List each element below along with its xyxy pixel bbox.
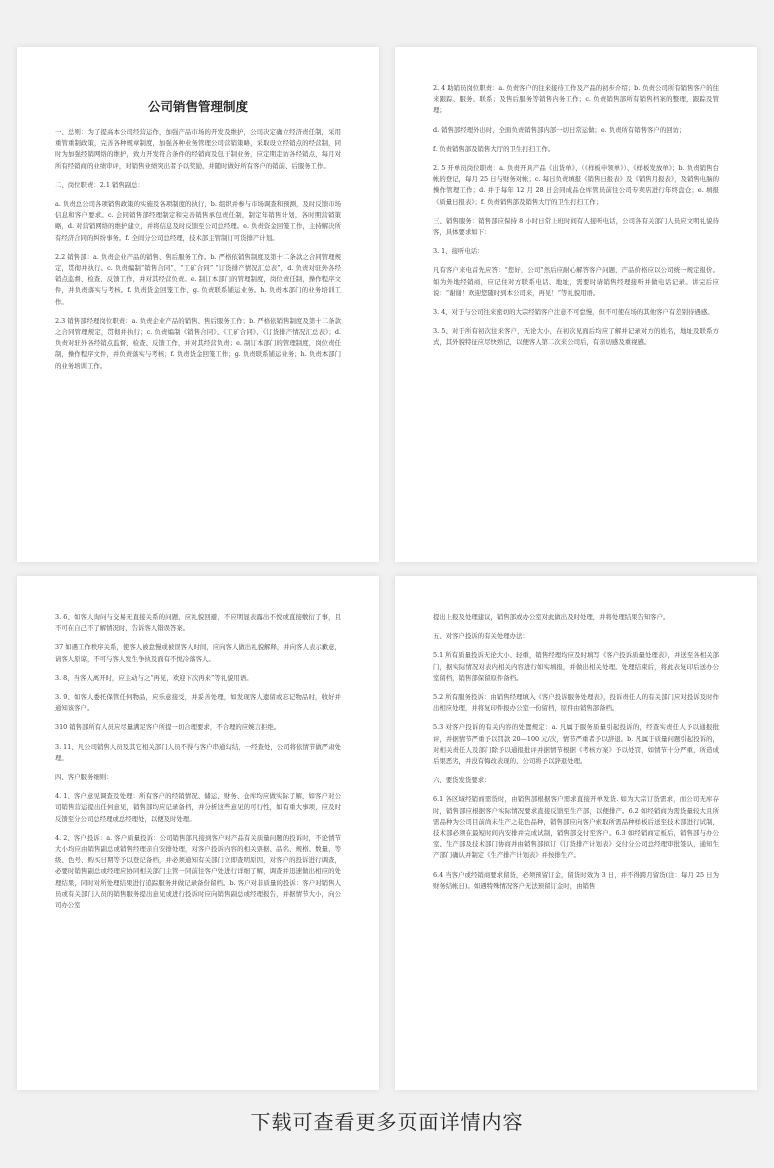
paragraph: 6.4 当客户或经销商要求留货，必须预留订金，留货时效为 3 日，并不得跨月留货(注：每月 25 日为财务结帐日)。如遇特殊情况客户无法预留订金时，由销售: [433, 870, 719, 890]
paragraph: 310 销售部所有人员应尽量满足客户所提一切合理要求，不合理的应婉言拒绝。: [55, 723, 281, 732]
paragraph: 3. 1、接听电话：: [433, 247, 484, 256]
section-heading: 四、客户服务细则：: [55, 773, 113, 782]
paragraph: a. 负责总公司各项销售政策的实施及各项制度的执行，b. 组织并参与市场调查和预测，及时反馈市场信息和客户要求。c. 会同销售部经理制定和完善销售承包责任制，制定年销售计划，各时期营销策略，d. 对营销网络的维护建立，并将信息及时反馈至公司总经理。e. 负责资金回笼工作，主持解决所有经济合同的纠纷事务。f. 全间分公司总经理，技术部主管制订可货排产计划。: [55, 200, 341, 242]
document-page-3: [17, 576, 379, 1090]
paragraph: 5.2 所有服务投诉：由销售经理填入《客户投诉服务处理表》，投诉责任人的有关部门应对投诉及时作出相应处理，并将复印件报办公室一份留档，原件由销售部备档。: [433, 693, 719, 713]
paragraph: 2.3 销售部经理岗位职责：a. 负责企业产品的销售、售后服务工作；b. 严格依销售制度及第十二条款之合同管理规定，贯彻并执行；c. 负责编制《销售合同》、《工矿合同》、《订货排产情况汇总表》；d. 负责对驻外各经销点监督、检查、反馈工作，并对其经营负责；e. 制订本部门的管理制度，岗位责任制，操作程序文件，并负责落实与考核；f. 负责货金回笼工作；g. 负责联系铺运业务；h. 负责本部门的业务培训工作。: [55, 316, 341, 370]
paragraph: 一、总则：为了提高本公司经营运作，加强产品市场的开发及维护，公司决定确立经济责任制，采用重管重制政策，完善各种规章制度，加强各种业务管理公司营销策略，采取设立经销点的经营制，同时为加强经销网络的维护，致力开发符合条件的经销商及包干制业务，应定期走访各经销点，每月对所有经销商的业绩审评，对销售业绩突出者予以奖励，并随时做好所有客户的销前、后服务工作。: [55, 128, 341, 170]
paragraph: 37 如遇工作秩序关系，使客人被怠慢或被误客人时间，应向客人做出礼貌解释，并向客人表示歉意，请客人原谅，不可与客人发生争执及面有不悦冷落客人。: [55, 643, 341, 663]
paragraph: 5.1 所有质量投诉无论大小、轻重，销售经理均应及时填写《客户投诉质量处理表》，并送至各相关部门，据实际情况对表内相关内容进行如实填报，并做出相关处理。处理结束后，将此表复印后送办公室留档，销售部保留原件备档。: [433, 651, 719, 682]
paragraph: 6.1 各区域经销商需货时，由销售部根据客户需求直接开单发货. 如为大宗订货需求，而公司无库存时，销售部应根据客户实际情况要求直接反馈至生产部，以便排产。6.2 如经销商为需货量较大且所需品种为公司目前尚未生产之花色品种，销售部应向客户索取所需品种样板后送至技术部进行试制，技术部必须在最短时间内安排并完成试制，销售部交付至客户。6.3 如经销商定板后，销售部与办公室、生产部及技术部门协商并由销售部拟订《订货排产计划表》交付分公司总经理审批签认，通知生产部门确认并制定《生产排产计划表》并按排生产。: [433, 795, 719, 860]
paragraph: f. 负责销售部及销售大厅的卫生打扫工作。: [433, 144, 555, 153]
paragraph: 2. 4 助销员岗位职责：a. 负责客户的往来接待工作及产品的初步介绍；b. 负责公司所有销售客户的往来跟踪、服务、联系；及售后服务等销售内务工作；c. 负责销售部所有销售档案的整理，跟踪及管理；: [433, 84, 719, 115]
paragraph: d. 销售部经理外出时，全面负责销售部内部一切日常运做；e. 负责所有销售客户的回访；: [433, 125, 686, 134]
paragraph: 3. 5、对于所有初次往来客户，无论大小，在初次见面后均应了解并记录对方的姓名，地址及联系方式，其外貌特征应尽快熟记，以便客人第二次来公司后，有亲切感及重视感。: [433, 327, 719, 347]
paragraph: 4. 2、客户投诉：a. 客户质量投诉：公司销售部凡接到客户对产品有关质量问题的投诉时，不论情节大小均应由销售副总或销售经理亲自安排处理，对客户投诉内容的相关票据、品名、规格、数量、等级、色号、购买日期等予以登记备档，并必须通知有关部门立即查明原因，对客户的投诉进行调查，必要时销售副总或经理应协同相关部门主管一同前往客户处进行详细了解，调查并迅速做出相应的处理结果，同时对所处理结果进行追踪服务并做记录备份留档。b. 客户对非质量的投诉：客户对销售人员或有关部门人员的销售服务提出意见或进行投诉时应向销售副总或经理报告，并据情节大小，向公司办公室: [55, 833, 341, 910]
document-page-2: [395, 47, 757, 562]
section-heading: 六、要货发货要求：: [433, 776, 491, 785]
paragraph: 2. 5 开单员岗位职责：a. 负责开具产品《出货单》、（《样板申领单》）、《样板发放单》；b. 负责销售台帐的登记，每月 25 日与财务对帐；c. 每日负责填报《销售日报表》及《销售月报表》，及销售电脑的操作管理工作；d. 并于每年 12 月 28 日会同成品仓库管员前往公司专卖店进行年终盘仓；e. 填报《质量日报表》；f. 负责销售部及销售大厅的卫生打扫工作；: [433, 164, 719, 206]
paragraph: 3. 9、如客人委托保管任何物品，应乐意接受，并妥善处理，如发现客人遗留或忘记物品时，收好并通知该客户。: [55, 693, 341, 713]
document-page-1: [17, 47, 379, 562]
section-heading: 三、销售服务：销售部应保持 8 小时日常上班时间有人接听电话，公司各有关部门人员应文明礼貌待客，具体要求如下：: [433, 216, 719, 237]
document-title: 公司销售管理制度: [147, 99, 248, 114]
paragraph: 4. 1、客户意见调查及处理：所有客户的经销情况、储运、财务、仓库均应做实际了解，如客户对公司销售营运提出任何意见，销售部均应记录备档，并分析这些意见的可行性，如有重大事项，应及时反馈至分公司总经理或总经理处，以便及时处理。: [55, 792, 341, 823]
document-page-4: [395, 576, 757, 1090]
paragraph: 2.2 销售部：a. 负责企业产品的销售、售后服务工作。b. 严格依销售制度及第十二条款之合同管理规定，贯彻并执行。c. 负责编制“销售合同”，“工矿合同” “订货排产情况汇总表”，d. 负责对驻外各经销点监督、检查、反馈工作，并对其经营负责。e. 制订本部门的管理制度，岗位责任制，操作程序文件，并负责落实与考核。f. 负责货金回笼工作，g. 负责联系铺运业务。h. 负责本部门的业务培训工作。: [55, 252, 341, 306]
section-heading: 二、岗位职责：2.1 销售副总：: [55, 180, 144, 189]
paragraph: 3. 11、凡公司销售人员及其它相关部门人员不得与客户串通勾结，一经查处，公司将依情节做严肃处理。: [55, 742, 341, 762]
paragraph: 凡有客户来电首先应答：“您好，公司”然后应耐心解答客户问题，产品价格应以公司统一规定报价。如为外地经销商，应记住对方联系电话、地址，需要时请销售经理接听并做电话记录。讲完后应说：“谢谢！欢迎您随时到本公司来，再见！”等礼貌用语。: [433, 266, 719, 297]
paragraph: 提出上报及处理建议，销售部或办公室对此做出及时处理，并将处理结果告知客户。: [433, 613, 670, 621]
paragraph: 5.3 对客户投诉的有关内容的处置规定：a. 凡属于服务质量引起投诉的，经查实责任人予以通报批评，并据情节严重予以罚款 20—100 元/次，情节严重者予以辞退。b. 凡属于质量问题引起投诉的，对相关责任人及部门除予以通报批评并据情节根据《考核方案》予以处罚，如情节十分严重，所造成后果恶劣，并没有悔改表现的，公司将予以辞退处理。: [433, 723, 719, 766]
paragraph: 3. 4、对于与公司往来密切的大宗经销客户注意不可怠慢，但不可使在场的其他客户有差别待遇感。: [433, 308, 714, 317]
paragraph: 3. 8、当客人离开时，应主动与之“再见，欢迎下次再来”等礼貌用语。: [55, 673, 253, 682]
section-heading: 五、对客户投诉的有关处理办法：: [433, 632, 529, 641]
download-more-caption: 下载可查看更多页面详情内容: [250, 1110, 524, 1134]
paragraph: 3. 6、如客人询问与交易无直接关系的问题，应礼貌回避，不应明显表露出不悦或直接敷衍了事，且不可在自己不了解情况时，告诉客人错误答案。: [55, 613, 341, 633]
